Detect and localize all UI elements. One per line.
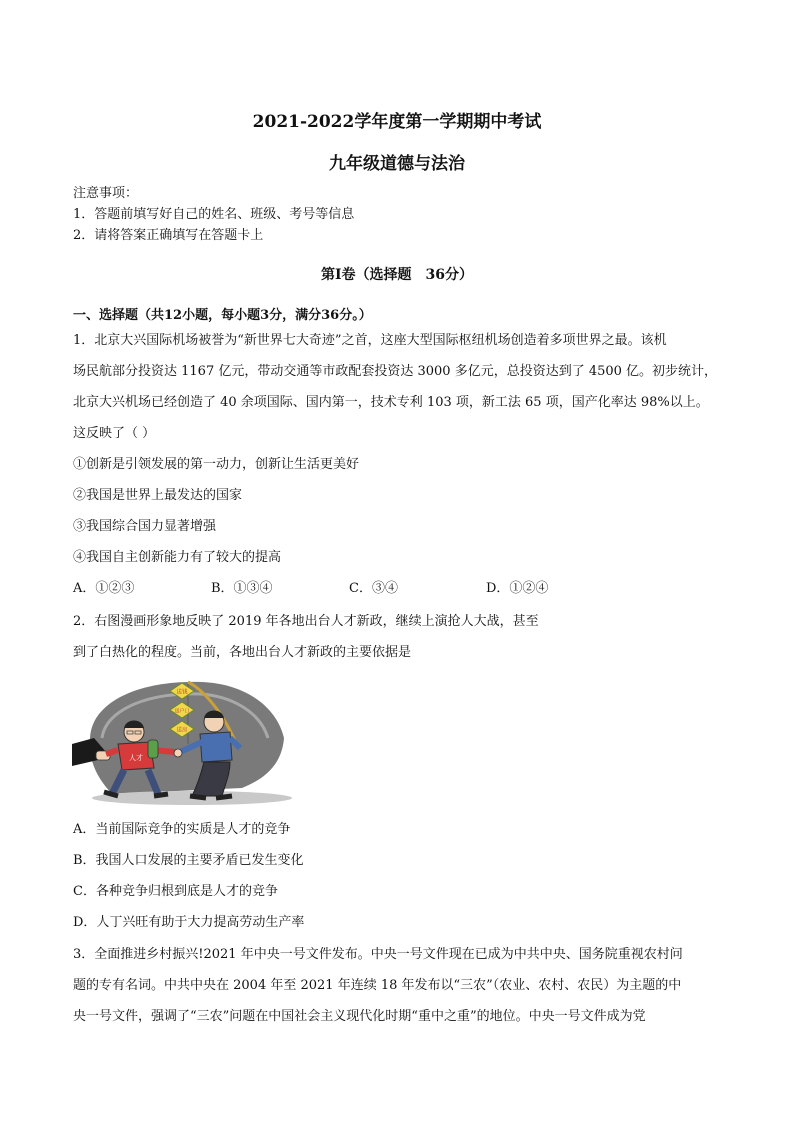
question-2 — [73, 606, 723, 668]
q2-option-b: B．我国人口发展的主要矛盾已发生变化 — [73, 853, 304, 868]
section-title-score: 36分） — [425, 267, 474, 283]
q1-statement-3: ③我国综合国力显著增强 — [73, 519, 217, 534]
notes-item-1: 1．答题前填写好自己的姓名、班级、考号等信息 — [73, 207, 355, 222]
sign-hukou: 送户口 — [174, 708, 190, 715]
q1-line-1: 1．北京大兴国际机场被誉为“新世界七大奇迹”之首，这座大型国际枢纽机场创造着多项世界之最。该机 — [73, 333, 667, 348]
talent-cartoon — [72, 678, 294, 808]
q1-line-3: 北京大兴机场已经创造了 40 余项国际、国内第一，技术专利 103 项，新工法 65 项，国产化率达 98%以上。 — [73, 395, 709, 410]
q1-statement-4: ④我国自主创新能力有了较大的提高 — [73, 550, 282, 565]
section-title-main: 第I卷（选择题 — [320, 267, 412, 283]
exam-subtitle: 九年级道德与法治 — [329, 154, 465, 174]
q1-line-2: 场民航部分投资达 1167 亿元，带动交通等市政配套投资达 3000 多亿元，总投资达到了 4500 亿。初步统计， — [73, 364, 718, 379]
sign-money: 送钱 — [176, 689, 188, 696]
q2-line-2: 到了白热化的程度。当前，各地出台人才新政的主要依据是 — [73, 645, 412, 660]
q1-options — [73, 573, 723, 604]
section-title — [0, 264, 794, 284]
notes-heading: 注意事项： — [73, 186, 139, 201]
q1-line-4: 这反映了（ ） — [73, 426, 156, 441]
sign-house: 送房 — [176, 727, 188, 734]
q1-option-a: A．①②③ — [73, 581, 135, 596]
notes-item-2: 2．请将答案正确填写在答题卡上 — [73, 228, 264, 243]
q2-option-a: A．当前国际竞争的实质是人才的竞争 — [73, 822, 291, 837]
notes-block — [73, 183, 354, 246]
q1-option-d: D．①②④ — [486, 581, 549, 596]
q2-option-d: D．人丁兴旺有助于大力提高劳动生产率 — [73, 915, 305, 930]
question-3 — [73, 939, 723, 1032]
talent-shirt-label: 人才 — [129, 754, 143, 762]
q1-statement-1: ①创新是引领发展的第一动力，创新让生活更美好 — [73, 457, 360, 472]
q2-option-c: C．各种竞争归根到底是人才的竞争 — [73, 884, 278, 899]
q2-line-1: 2．右图漫画形象地反映了 2019 年各地出台人才新政，继续上演抢人大战，甚至 — [73, 614, 539, 629]
q3-line-3: 央一号文件，强调了“三农”问题在中国社会主义现代化时期“重中之重”的地位。中央一号文件成为党 — [73, 1009, 646, 1024]
q2-options — [73, 814, 723, 938]
q1-statement-2: ②我国是世界上最发达的国家 — [73, 488, 243, 503]
q1-option-b: B．①③④ — [211, 581, 273, 596]
incentive-signs — [170, 683, 194, 737]
exam-title: 2021-2022学年度第一学期期中考试 — [252, 112, 542, 132]
q3-line-2: 题的专有名词。中共中央在 2004 年至 2021 年连续 18 年发布以“三农”（农业、农村、农民）为主题的中 — [73, 978, 682, 993]
q1-option-c: C．③④ — [349, 581, 398, 596]
question-1 — [73, 325, 723, 604]
part-heading: 一、选择题（共12小题，每小题3分，满分36分。） — [73, 308, 372, 323]
q3-line-1: 3．全面推进乡村振兴!2021 年中央一号文件发布。中央一号文件现在已成为中共中央、国务院重视农村问 — [73, 947, 683, 962]
